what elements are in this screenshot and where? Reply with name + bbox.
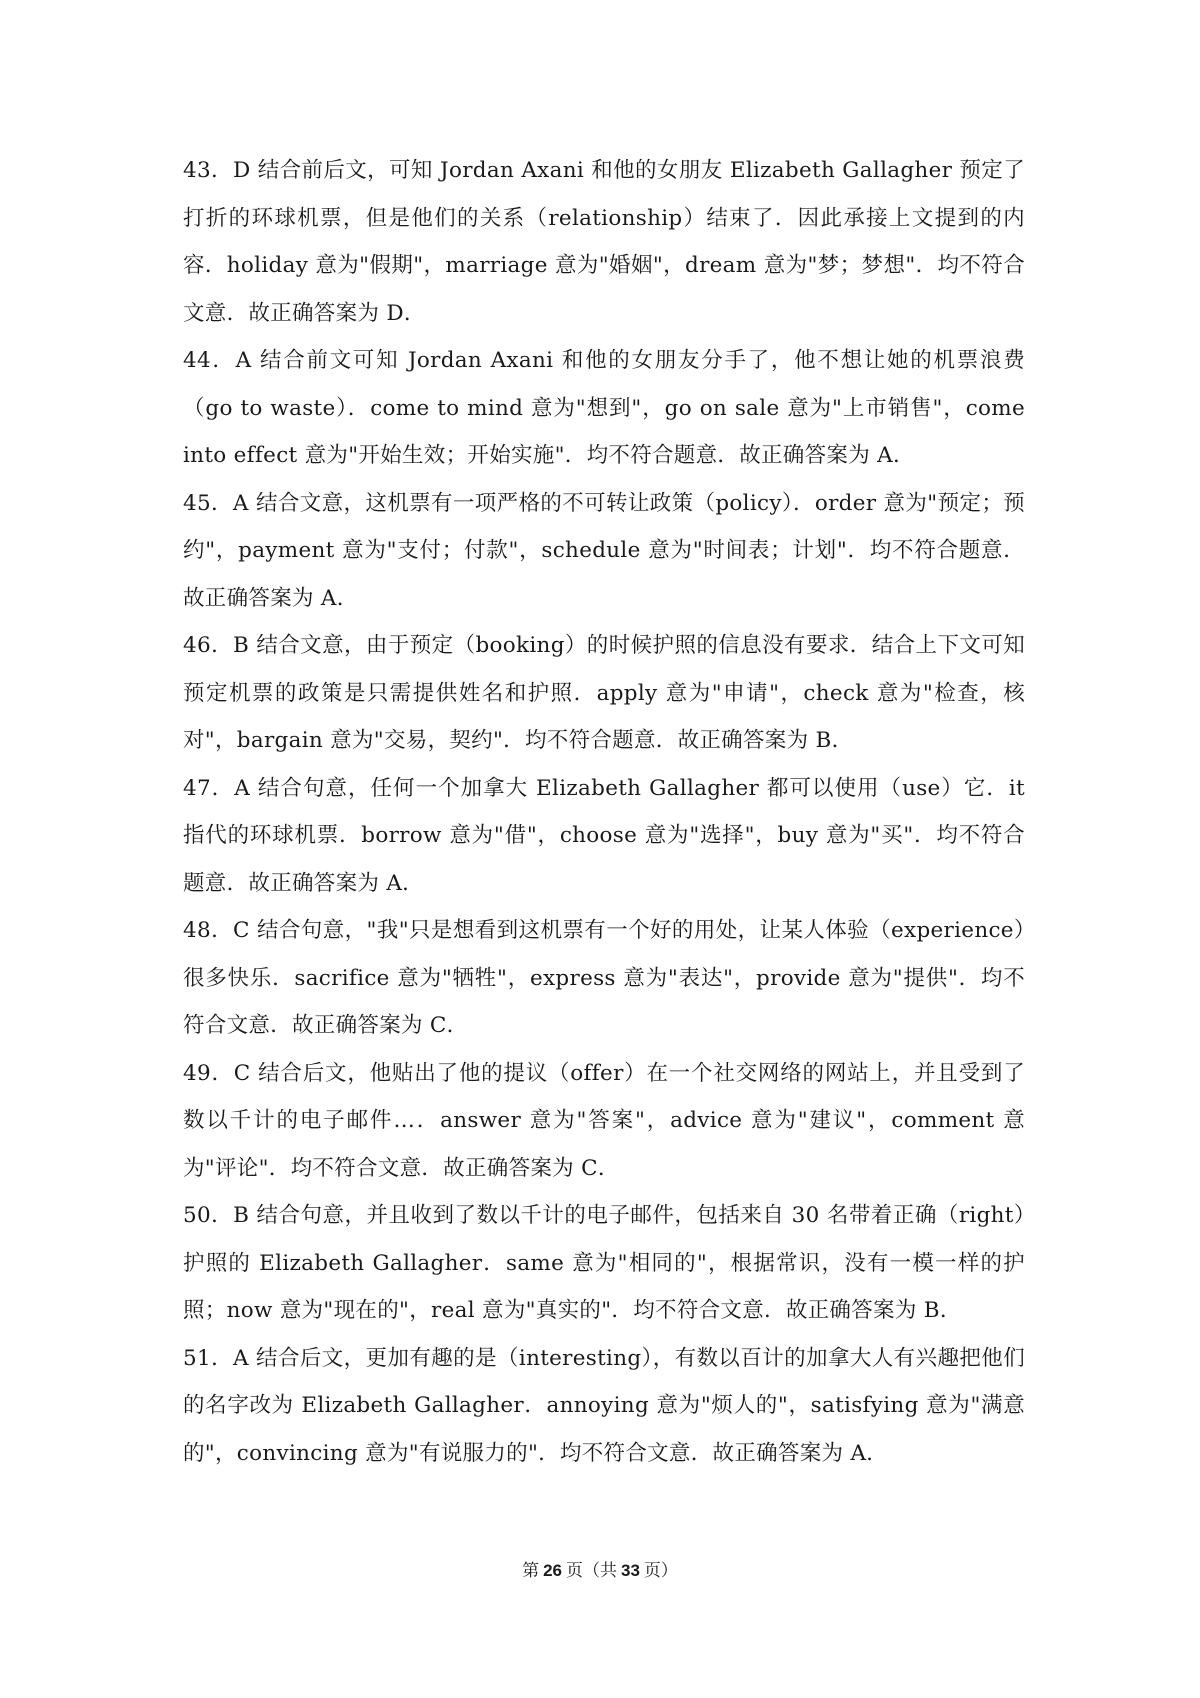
footer-suffix: 页）	[643, 1561, 678, 1581]
footer-prefix: 第	[522, 1561, 540, 1581]
answer-explanation-48: 48．C 结合句意，"我"只是想看到这机票有一个好的用处，让某人体验（experience）很多快乐．sacrifice 意为"牺牲"，express 意为"表达"，provide 意为"提供"．均不符合文意．故正确答案为 C．	[183, 918, 1025, 1038]
answer-explanation-46: 46．B 结合文意，由于预定（booking）的时候护照的信息没有要求．结合上下文可知预定机票的政策是只需提供姓名和护照．apply 意为"申请"，check 意为"检查，核对"，bargain 意为"交易，契约"．均不符合题意．故正确答案为 B．	[183, 633, 1025, 753]
answer-explanation-43: 43．D 结合前后文，可知 Jordan Axani 和他的女朋友 Elizabeth Gallagher 预定了打折的环球机票，但是他们的关系（relationship）结束了．因此承接上文提到的内容．holiday 意为"假期"，marriage 意为"婚姻"，dream 意为"梦；梦想"．均不符合文意．故正确答案为 D．	[183, 158, 1025, 326]
current-page-number: 26	[543, 1561, 562, 1580]
answer-explanation-44: 44．A 结合前文可知 Jordan Axani 和他的女朋友分手了，他不想让她的机票浪费（go to waste）．come to mind 意为"想到"，go on sale 意为"上市销售"，come into effect 意为"开始生效；开始实施"．均不符合题意．故正确答案为 A．	[183, 348, 1025, 468]
total-page-number: 33	[621, 1561, 640, 1580]
answer-explanation-45: 45．A 结合文意，这机票有一项严格的不可转让政策（policy）．order 意为"预定；预约"，payment 意为"支付；付款"，schedule 意为"时间表；计划"．均不符合题意．故正确答案为 A．	[183, 490, 1025, 611]
answer-explanation-50: 50．B 结合句意，并且收到了数以千计的电子邮件，包括来自 30 名带着正确（right）护照的 Elizabeth Gallagher．same 意为"相同的"，根据常识，没有一模一样的护照；now 意为"现在的"，real 意为"真实的"．均不符合文意．故正确答案为 B．	[183, 1203, 1025, 1323]
document-body	[183, 147, 1025, 1477]
answer-explanation-51: 51．A 结合后文，更加有趣的是（interesting），有数以百计的加拿大人有兴趣把他们的名字改为 Elizabeth Gallagher．annoying 意为"烦人的"，satisfying 意为"满意的"，convincing 意为"有说服力的"．均不符合文意．故正确答案为 A．	[183, 1345, 1025, 1466]
answer-explanation-49: 49．C 结合后文，他贴出了他的提议（offer）在一个社交网络的网站上，并且受到了数以千计的电子邮件…．answer 意为"答案"，advice 意为"建议"，comment 意为"评论"．均不符合文意．故正确答案为 C．	[183, 1060, 1025, 1181]
footer-middle: 页（共	[566, 1561, 617, 1581]
answer-explanation-47: 47．A 结合句意，任何一个加拿大 Elizabeth Gallagher 都可以使用（use）它．it 指代的环球机票．borrow 意为"借"，choose 意为"选择"，buy 意为"买"．均不符合题意．故正确答案为 A．	[183, 775, 1025, 896]
page-footer	[0, 1556, 1200, 1581]
